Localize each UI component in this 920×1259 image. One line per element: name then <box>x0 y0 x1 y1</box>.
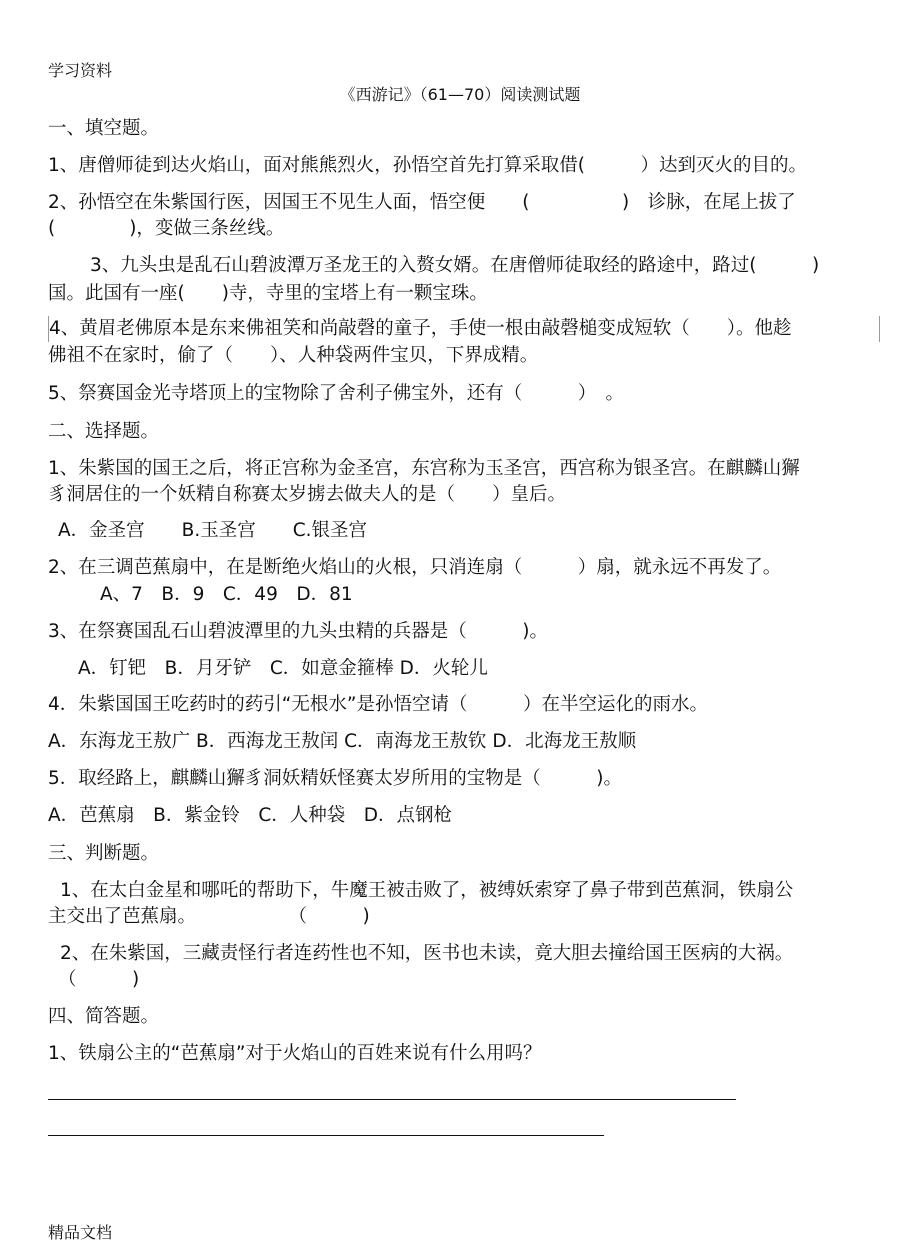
page-title: 《西游记》（61—70）阅读测试题 <box>339 85 581 104</box>
choice-question-5: 5．取经路上，麒麟山獬豸洞妖精妖怪赛太岁所用的宝物是（ )。 <box>48 768 622 789</box>
section-2-heading: 二、选择题。 <box>48 421 160 442</box>
fill-question-2-line-2: ( )，变做三条丝线。 <box>48 218 285 239</box>
fill-question-4-line-2: 佛祖不在家时，偷了（ ）、人种袋两件宝贝，下界成精。 <box>48 345 539 366</box>
short-answer-question-1: 1、铁扇公主的“芭蕉扇”对于火焰山的百姓来说有什么用吗？ <box>48 1043 542 1064</box>
section-3-heading: 三、判断题。 <box>48 843 160 864</box>
judge-question-1-line-1: 1、在太白金星和哪吒的帮助下，牛魔王被击败了，被缚妖索穿了鼻子带到芭蕉洞，铁扇公 <box>60 880 794 901</box>
fill-question-1: 1、唐僧师徒到达火焰山，面对熊熊烈火，孙悟空首先打算采取借( ）达到灭火的目的。 <box>48 155 807 176</box>
judge-question-2-line-1: 2、在朱紫国，三藏责怪行者连药性也不知，医书也未读，竟大胆去撞给国王医病的大祸。 <box>60 943 794 964</box>
choice-question-1-line-1: 1、朱紫国的国王之后，将正宫称为金圣宫，东宫称为玉圣宫，西宫称为银圣宫。在麒麟山獬 <box>48 458 800 479</box>
choice-question-1-options: A．金圣宫 B.玉圣宫 C.银圣宫 <box>58 520 368 541</box>
choice-question-3: 3、在祭赛国乱石山碧波潭里的九头虫精的兵器是（ )。 <box>48 621 548 642</box>
section-1-heading: 一、填空题。 <box>48 118 160 139</box>
page-footer: 精品文档 <box>48 1223 113 1242</box>
answer-line-2[interactable] <box>48 1135 604 1136</box>
choice-question-4-options: A．东海龙王敖广 B．西海龙王敖闰 C．南海龙王敖钦 D．北海龙王敖顺 <box>48 731 637 752</box>
choice-question-5-options: A．芭蕉扇 B．紫金铃 C．人种袋 D．点钢枪 <box>48 805 453 826</box>
fill-question-3-line-1: 3、九头虫是乱石山碧波潭万圣龙王的入赘女婿。在唐僧师徒取经的路途中，路过( ) <box>90 255 820 276</box>
fill-question-3-line-2: 国。此国有一座( )寺，寺里的宝塔上有一颗宝珠。 <box>48 283 488 304</box>
choice-question-3-options: A．钉钯 B．月牙铲 C．如意金箍棒 D．火轮儿 <box>78 658 488 679</box>
judge-question-2-line-2: （ ) <box>58 969 140 990</box>
choice-question-4: 4．朱紫国国王吃药时的药引“无根水”是孙悟空请（ ）在半空运化的雨水。 <box>48 694 708 715</box>
fill-question-4-line-1: 4、黄眉老佛原本是东来佛祖笑和尚敲磬的童子，手使一根由敲磬槌变成短软（ ）。他趁 <box>48 316 880 342</box>
choice-question-2-options: A、7 B．9 C．49 D．81 <box>100 584 353 605</box>
fill-question-2-line-1: 2、孙悟空在朱紫国行医，因国王不见生人面，悟空便 ( ) 诊脉，在尾上拔了 <box>48 192 796 213</box>
judge-question-1-line-2: 主交出了芭蕉扇。 （ ) <box>48 906 370 927</box>
fill-question-5: 5、祭赛国金光寺塔顶上的宝物除了舍利子佛宝外，还有（ ） 。 <box>48 383 625 404</box>
section-4-heading: 四、简答题。 <box>48 1006 160 1027</box>
choice-question-2: 2、在三调芭蕉扇中，在是断绝火焰山的火根，只消连扇（ ）扇，就永远不再发了。 <box>48 557 782 578</box>
choice-question-1-line-2: 豸洞居住的一个妖精自称赛太岁掳去做夫人的是（ ）皇后。 <box>48 484 567 505</box>
page-header: 学习资料 <box>48 61 113 80</box>
answer-line-1[interactable] <box>48 1099 736 1100</box>
